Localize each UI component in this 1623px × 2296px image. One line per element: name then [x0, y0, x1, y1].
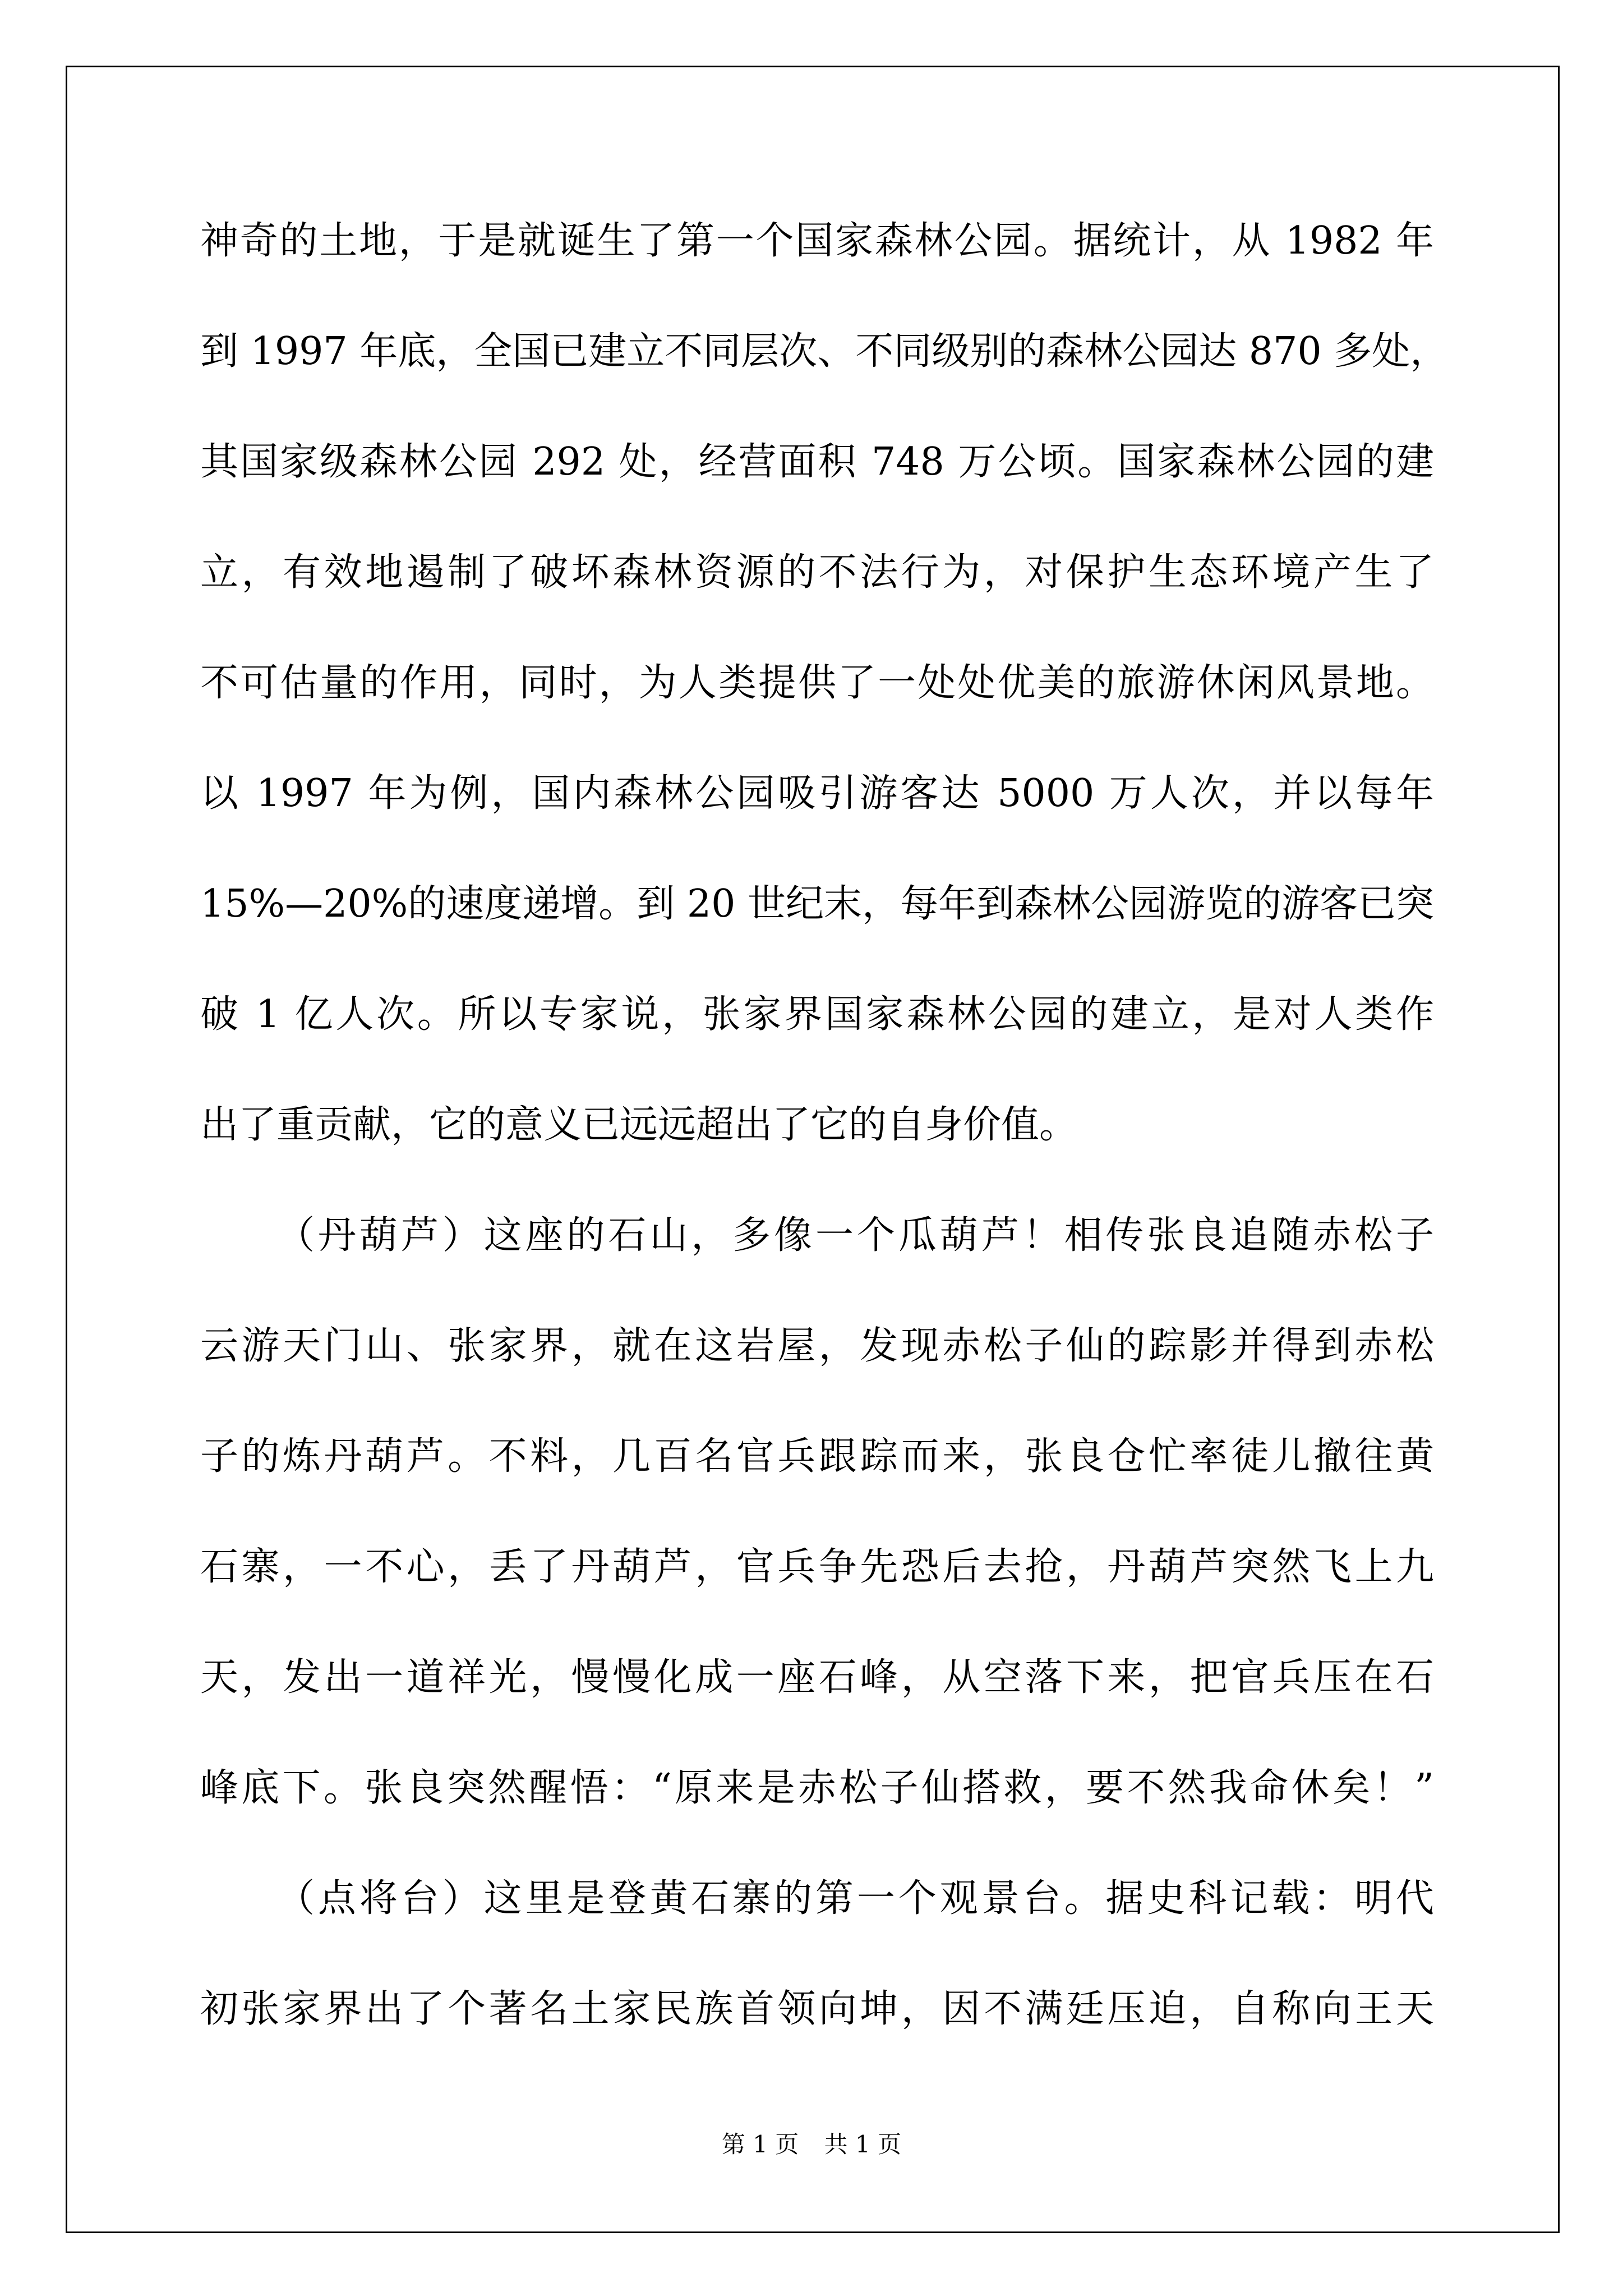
text-line: 石寨，一不心，丢了丹葫芦，官兵争先恐后去抢，丹葫芦突然飞上九 — [200, 1545, 1434, 1589]
text-line: 初张家界出了个著名土家民族首领向坤，因不满廷压迫，自称向王天 — [200, 1987, 1434, 2031]
text-line: 以 1997 年为例，国内森林公园吸引游客达 5000 万人次，并以每年 — [200, 771, 1434, 816]
text-line: 云游天门山、张家界，就在这岩屋，发现赤松子仙的踪影并得到赤松 — [200, 1324, 1434, 1368]
text-line: 子的炼丹葫芦。不料，几百名官兵跟踪而来，张良仓忙率徒儿撤往黄 — [200, 1434, 1434, 1479]
page-number: 第 1 页 — [721, 2131, 799, 2158]
text-line: 峰底下。张良突然醒悟：“原来是赤松子仙搭救，要不然我命休矣！” — [200, 1766, 1434, 1810]
page-footer — [0, 2126, 1623, 2160]
text-line: 15%—20%的速度递增。到 20 世纪末，每年到森林公园游览的游客已突 — [200, 882, 1435, 926]
document-body — [200, 213, 1449, 2092]
text-line: 破 1 亿人次。所以专家说，张家界国家森林公园的建立，是对人类作 — [200, 992, 1434, 1037]
text-line: 神奇的土地，于是就诞生了第一个国家森林公园。据统计，从 1982 年 — [200, 219, 1434, 263]
text-line: （丹葫芦）这座的石山，多像一个瓜葫芦！相传张良追随赤松子 — [276, 1213, 1434, 1258]
text-line: 出了重贡献，它的意义已远远超出了它的自身价值。 — [200, 1103, 1078, 1147]
text-line: 立，有效地遏制了破坏森林资源的不法行为，对保护生态环境产生了 — [200, 550, 1434, 595]
text-line: 其国家级森林公园 292 处，经营面积 748 万公顷。国家森林公园的建 — [200, 440, 1434, 484]
text-line: 不可估量的作用，同时，为人类提供了一处处优美的旅游休闲风景地。 — [200, 661, 1434, 705]
text-line: 到 1997 年底，全国已建立不同层次、不同级别的森林公园达 870 多处， — [200, 329, 1449, 374]
text-line: （点将台）这里是登黄石寨的第一个观景台。据史科记载：明代 — [276, 1876, 1434, 1921]
text-line: 天，发出一道祥光，慢慢化成一座石峰，从空落下来，把官兵压在石 — [200, 1655, 1434, 1700]
page-total: 共 1 页 — [824, 2131, 902, 2158]
